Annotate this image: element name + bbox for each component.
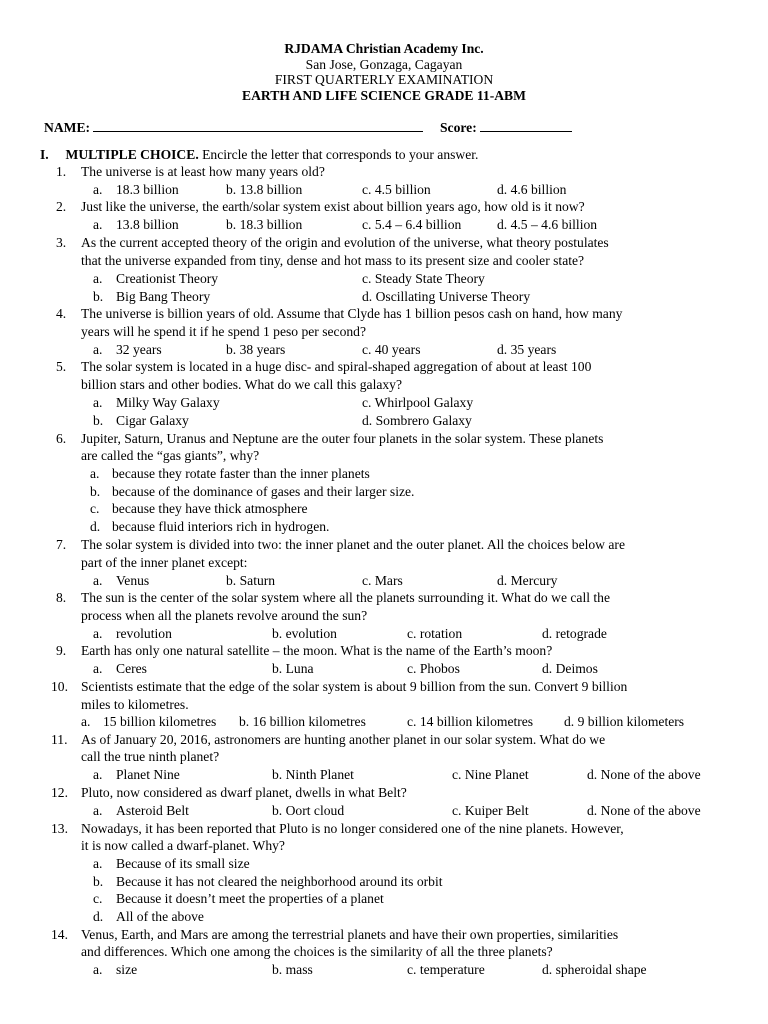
q2-choice-a[interactable]: 13.8 billion [116, 217, 179, 232]
question-6-text-2: are called the “gas giants”, why? [81, 448, 260, 463]
score-label: Score: [440, 120, 477, 135]
q2-choice-a-letter[interactable]: a. [93, 217, 103, 232]
q7-choice-a-letter[interactable]: a. [93, 573, 103, 588]
question-10-number: 10. [51, 679, 68, 694]
q1-choice-c[interactable]: c. 4.5 billion [362, 182, 431, 197]
section-instruction: Encircle the letter that corresponds to your answer. [202, 147, 479, 162]
school-name: RJDAMA Christian Academy Inc. [284, 41, 484, 56]
q12-choice-a-letter[interactable]: a. [93, 803, 103, 818]
question-8-text-1: The sun is the center of the solar system where all the planets surrounding it. What do we call the [81, 590, 611, 605]
question-12-number: 12. [51, 785, 68, 800]
q6-choice-a[interactable]: because they rotate faster than the inner planets [112, 466, 370, 481]
q10-choice-b[interactable]: b. 16 billion kilometres [239, 714, 366, 729]
q2-choice-b[interactable]: b. 18.3 billion [226, 217, 303, 232]
q8-choice-a-letter[interactable]: a. [93, 626, 103, 641]
q6-choice-b-letter[interactable]: b. [90, 484, 101, 499]
q7-choice-b[interactable]: b. Saturn [226, 573, 276, 588]
question-4-text-1: The universe is billion years of old. Assume that Clyde has 1 billion pesos cash on hand, how many [81, 306, 623, 321]
q13-choice-a[interactable]: Because of its small size [116, 856, 250, 871]
q3-choice-b-letter[interactable]: b. [93, 289, 104, 304]
q9-choice-a-letter[interactable]: a. [93, 661, 103, 676]
q1-choice-d[interactable]: d. 4.6 billion [497, 182, 567, 197]
question-7-text-2: part of the inner planet except: [81, 555, 248, 570]
q11-choice-a[interactable]: Planet Nine [116, 767, 180, 782]
question-2-number: 2. [56, 199, 67, 214]
question-10-text-2: miles to kilometres. [81, 697, 189, 712]
q3-choice-c[interactable]: c. Steady State Theory [362, 271, 485, 286]
school-address: San Jose, Gonzaga, Cagayan [305, 57, 463, 72]
q2-choice-d[interactable]: d. 4.5 – 4.6 billion [497, 217, 598, 232]
q10-choice-a-letter[interactable]: a. [81, 714, 91, 729]
name-blank[interactable] [93, 119, 423, 132]
question-13-number: 13. [51, 821, 68, 836]
question-4-text-2: years will he spend it if he spend 1 peso per second? [81, 324, 367, 339]
question-10-text-1: Scientists estimate that the edge of the solar system is about 9 billion from the sun. Convert 9 billion [81, 679, 628, 694]
question-3-text-1: As the current accepted theory of the origin and evolution of the universe, what theory postulates [81, 235, 609, 250]
question-13-text-2: it is now called a dwarf-planet. Why? [81, 838, 285, 853]
q12-choice-b[interactable]: b. Oort cloud [272, 803, 345, 818]
q5-choice-b[interactable]: Cigar Galaxy [116, 413, 189, 428]
q5-choice-d[interactable]: d. Sombrero Galaxy [362, 413, 472, 428]
score-blank[interactable] [480, 119, 572, 132]
section-number: I. [40, 147, 49, 162]
q12-choice-d[interactable]: d. None of the above [587, 803, 701, 818]
q14-choice-b[interactable]: b. mass [272, 962, 313, 977]
question-1-number: 1. [56, 164, 67, 179]
section-heading [40, 146, 478, 164]
q7-choice-d[interactable]: d. Mercury [497, 573, 558, 588]
q11-choice-c[interactable]: c. Nine Planet [452, 767, 529, 782]
q9-choice-c[interactable]: c. Phobos [407, 661, 460, 676]
question-11-text-1: As of January 20, 2016, astronomers are hunting another planet in our solar system. What do we [81, 732, 606, 747]
name-field [44, 119, 423, 137]
q13-choice-c[interactable]: Because it doesn’t meet the properties of a planet [116, 891, 384, 906]
q13-choice-b[interactable]: Because it has not cleared the neighborhood around its orbit [116, 874, 443, 889]
question-5-text-2: billion stars and other bodies. What do we call this galaxy? [81, 377, 403, 392]
q8-choice-c[interactable]: c. rotation [407, 626, 463, 641]
q8-choice-b[interactable]: b. evolution [272, 626, 337, 641]
q14-choice-a[interactable]: size [116, 962, 138, 977]
question-9-number: 9. [56, 643, 67, 658]
question-8-number: 8. [56, 590, 67, 605]
question-5-text-1: The solar system is located in a huge disc- and spiral-shaped aggregation of about at least 100 [81, 359, 592, 374]
q14-choice-d[interactable]: d. spheroidal shape [542, 962, 647, 977]
question-1-text: The universe is at least how many years old? [81, 164, 325, 179]
q9-choice-b[interactable]: b. Luna [272, 661, 314, 676]
section-title: MULTIPLE CHOICE. [65, 147, 199, 162]
question-11-text-2: call the true ninth planet? [81, 749, 220, 764]
question-11-number: 11. [51, 732, 68, 747]
question-13-text-1: Nowadays, it has been reported that Pluto is no longer considered one of the nine planets. However, [81, 821, 624, 836]
q2-choice-c[interactable]: c. 5.4 – 6.4 billion [362, 217, 462, 232]
q12-choice-a[interactable]: Asteroid Belt [116, 803, 189, 818]
q4-choice-d[interactable]: d. 35 years [497, 342, 557, 357]
score-field [440, 119, 572, 137]
question-8-text-2: process when all the planets revolve around the sun? [81, 608, 368, 623]
q6-choice-d-letter[interactable]: d. [90, 519, 101, 534]
question-3-number: 3. [56, 235, 67, 250]
q3-choice-a-letter[interactable]: a. [93, 271, 103, 286]
q13-choice-b-letter[interactable]: b. [93, 874, 104, 889]
question-4-number: 4. [56, 306, 67, 321]
q6-choice-c[interactable]: because they have thick atmosphere [112, 501, 308, 516]
q9-choice-d[interactable]: d. Deimos [542, 661, 598, 676]
q1-choice-a[interactable]: 18.3 billion [116, 182, 179, 197]
q6-choice-c-letter[interactable]: c. [90, 501, 100, 516]
q10-choice-c[interactable]: c. 14 billion kilometres [407, 714, 534, 729]
question-5-number: 5. [56, 359, 67, 374]
q1-choice-a-letter[interactable]: a. [93, 182, 103, 197]
q3-choice-d[interactable]: d. Oscillating Universe Theory [362, 289, 531, 304]
question-3-text-2: that the universe expanded from tiny, dense and hot mass to its present size and cooler state? [81, 253, 585, 268]
q11-choice-a-letter[interactable]: a. [93, 767, 103, 782]
q13-choice-a-letter[interactable]: a. [93, 856, 103, 871]
q5-choice-a-letter[interactable]: a. [93, 395, 103, 410]
q12-choice-c[interactable]: c. Kuiper Belt [452, 803, 529, 818]
q5-choice-b-letter[interactable]: b. [93, 413, 104, 428]
subject-title: EARTH AND LIFE SCIENCE GRADE 11-ABM [242, 88, 526, 103]
question-7-text-1: The solar system is divided into two: the inner planet and the outer planet. All the choices below are [81, 537, 625, 552]
question-14-number: 14. [51, 927, 68, 942]
q11-choice-b[interactable]: b. Ninth Planet [272, 767, 354, 782]
q5-choice-a[interactable]: Milky Way Galaxy [116, 395, 220, 410]
q3-choice-b[interactable]: Big Bang Theory [116, 289, 211, 304]
question-12-text: Pluto, now considered as dwarf planet, dwells in what Belt? [81, 785, 407, 800]
q10-choice-a[interactable]: 15 billion kilometres [103, 714, 217, 729]
q8-choice-a[interactable]: revolution [116, 626, 172, 641]
question-6-number: 6. [56, 431, 67, 446]
q4-choice-c[interactable]: c. 40 years [362, 342, 421, 357]
q6-choice-d[interactable]: because fluid interiors rich in hydrogen. [112, 519, 330, 534]
question-14-text-1: Venus, Earth, and Mars are among the terrestrial planets and have their own properties, similarities [81, 927, 619, 942]
q14-choice-c[interactable]: c. temperature [407, 962, 485, 977]
q4-choice-a-letter[interactable]: a. [93, 342, 103, 357]
q4-choice-a[interactable]: 32 years [116, 342, 162, 357]
q6-choice-b[interactable]: because of the dominance of gases and their larger size. [112, 484, 415, 499]
name-label: NAME: [44, 120, 91, 135]
question-2-text: Just like the universe, the earth/solar system exist about billion years ago, how old is it now? [81, 199, 585, 214]
question-9-text: Earth has only one natural satellite – the moon. What is the name of the Earth’s moon? [81, 643, 553, 658]
q5-choice-c[interactable]: c. Whirlpool Galaxy [362, 395, 474, 410]
q13-choice-d[interactable]: All of the above [116, 909, 204, 924]
question-7-number: 7. [56, 537, 67, 552]
q11-choice-d[interactable]: d. None of the above [587, 767, 701, 782]
question-6-text-1: Jupiter, Saturn, Uranus and Neptune are the outer four planets in the solar system. These planets [81, 431, 604, 446]
q7-choice-c[interactable]: c. Mars [362, 573, 403, 588]
q7-choice-a[interactable]: Venus [116, 573, 150, 588]
q4-choice-b[interactable]: b. 38 years [226, 342, 286, 357]
q9-choice-a[interactable]: Ceres [116, 661, 147, 676]
q10-choice-d[interactable]: d. 9 billion kilometers [564, 714, 685, 729]
question-14-text-2: and differences. Which one among the choices is the similarity of all the three planets? [81, 944, 553, 959]
q8-choice-d[interactable]: d. retograde [542, 626, 607, 641]
q6-choice-a-letter[interactable]: a. [90, 466, 100, 481]
q13-choice-d-letter[interactable]: d. [93, 909, 104, 924]
q1-choice-b[interactable]: b. 13.8 billion [226, 182, 303, 197]
q14-choice-a-letter[interactable]: a. [93, 962, 103, 977]
exam-title: FIRST QUARTERLY EXAMINATION [274, 72, 494, 87]
q13-choice-c-letter[interactable]: c. [93, 891, 103, 906]
q3-choice-a[interactable]: Creationist Theory [116, 271, 219, 286]
